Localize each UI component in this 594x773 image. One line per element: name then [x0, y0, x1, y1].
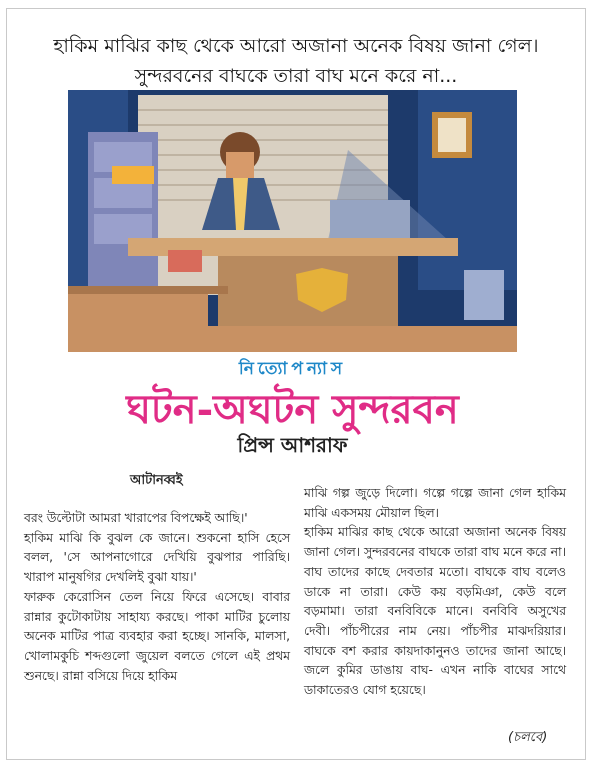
- series-label: নিত্যোপন্যাস: [238, 359, 347, 379]
- headline-line-2: সুন্দরবনের বাঘকে তারা বাঘ মনে করে না...: [134, 65, 458, 87]
- water-cooler: [464, 270, 504, 320]
- article-author: প্রিন্স আশরাফ: [237, 433, 348, 457]
- headline-line-1: হাকিম মাঝির কাছ থেকে আরো অজানা অনেক বিষয় জানা গেল।: [53, 35, 539, 57]
- paragraph: হাকিম মাঝি কি বুঝল কে জানে। শুকনো হাসি হেসে বলল, 'সে আপনাগোরে দেখিয়ি বুঝপার পারিছি। খারাপ মানুষগির দেখলিই বুঝা যায়।': [24, 530, 290, 585]
- text-column-1: [24, 509, 290, 686]
- continued-note: (চলবে): [508, 730, 548, 745]
- desk-lamp-base: [330, 200, 410, 240]
- floor: [68, 326, 517, 352]
- paragraph: মাঝি গল্প জুড়ে দিলো। গল্পে গল্পে জানা গেল হাকিম মাঝি একসময় মৌয়াল ছিল।: [304, 486, 566, 520]
- office-illustration: [68, 90, 517, 352]
- paragraph: হাকিম মাঝির কাছ থেকে আরো অজানা অনেক বিষয় জানা গেল। সুন্দরবনের বাঘকে তারা বাঘ মনে করে না। বাঘ তাদের কাছে দেবতার মতো। বাঘকে বাঘ বলেও ডাকে না তারা। কেউ কয় বড়মিঞা, কেউ বলে বড়মামা। তারা বনবিবিকে মানে। বনবিবি অসুখের দেবী। পাঁচপীরের নাম নেয়। পাঁচপীর মাঝদরিয়ার। বাঘকে বশ করার কায়দাকানুনও তাদের জানা আছে। জলে কুমির ডাঙায় বাঘ- এখন নাকি বাঘের সাথে ডাকাতেরও যোগ হয়েছে।: [304, 525, 566, 698]
- books: [168, 250, 202, 272]
- paragraph: বরং উল্টোটা আমরা খারাপের বিপক্ষেই আছি।': [24, 511, 248, 525]
- paragraph: ফারুক কেরোসিন তেল নিয়ে ফিরে এসেছে। বাবার রান্নার কুটোকাটায় সাহায্য করছে। পাকা মাটির চুলোয় অনেক মাটির পাত্র ব্যবহার করা হচ্ছে। সানকি, মালসা, খোলামকুচি শব্দগুলো জুয়েল বলতে গেলে এই প্রথম শুনছে। রান্না বসিয়ে দিয়ে হাকিম: [24, 589, 290, 683]
- folder-stack: [112, 166, 154, 184]
- installment-number: আটানব্বই: [130, 473, 183, 488]
- article-title: ঘটন-অঘটন সুন্দরবন: [126, 386, 459, 433]
- text-column-2: [304, 484, 566, 701]
